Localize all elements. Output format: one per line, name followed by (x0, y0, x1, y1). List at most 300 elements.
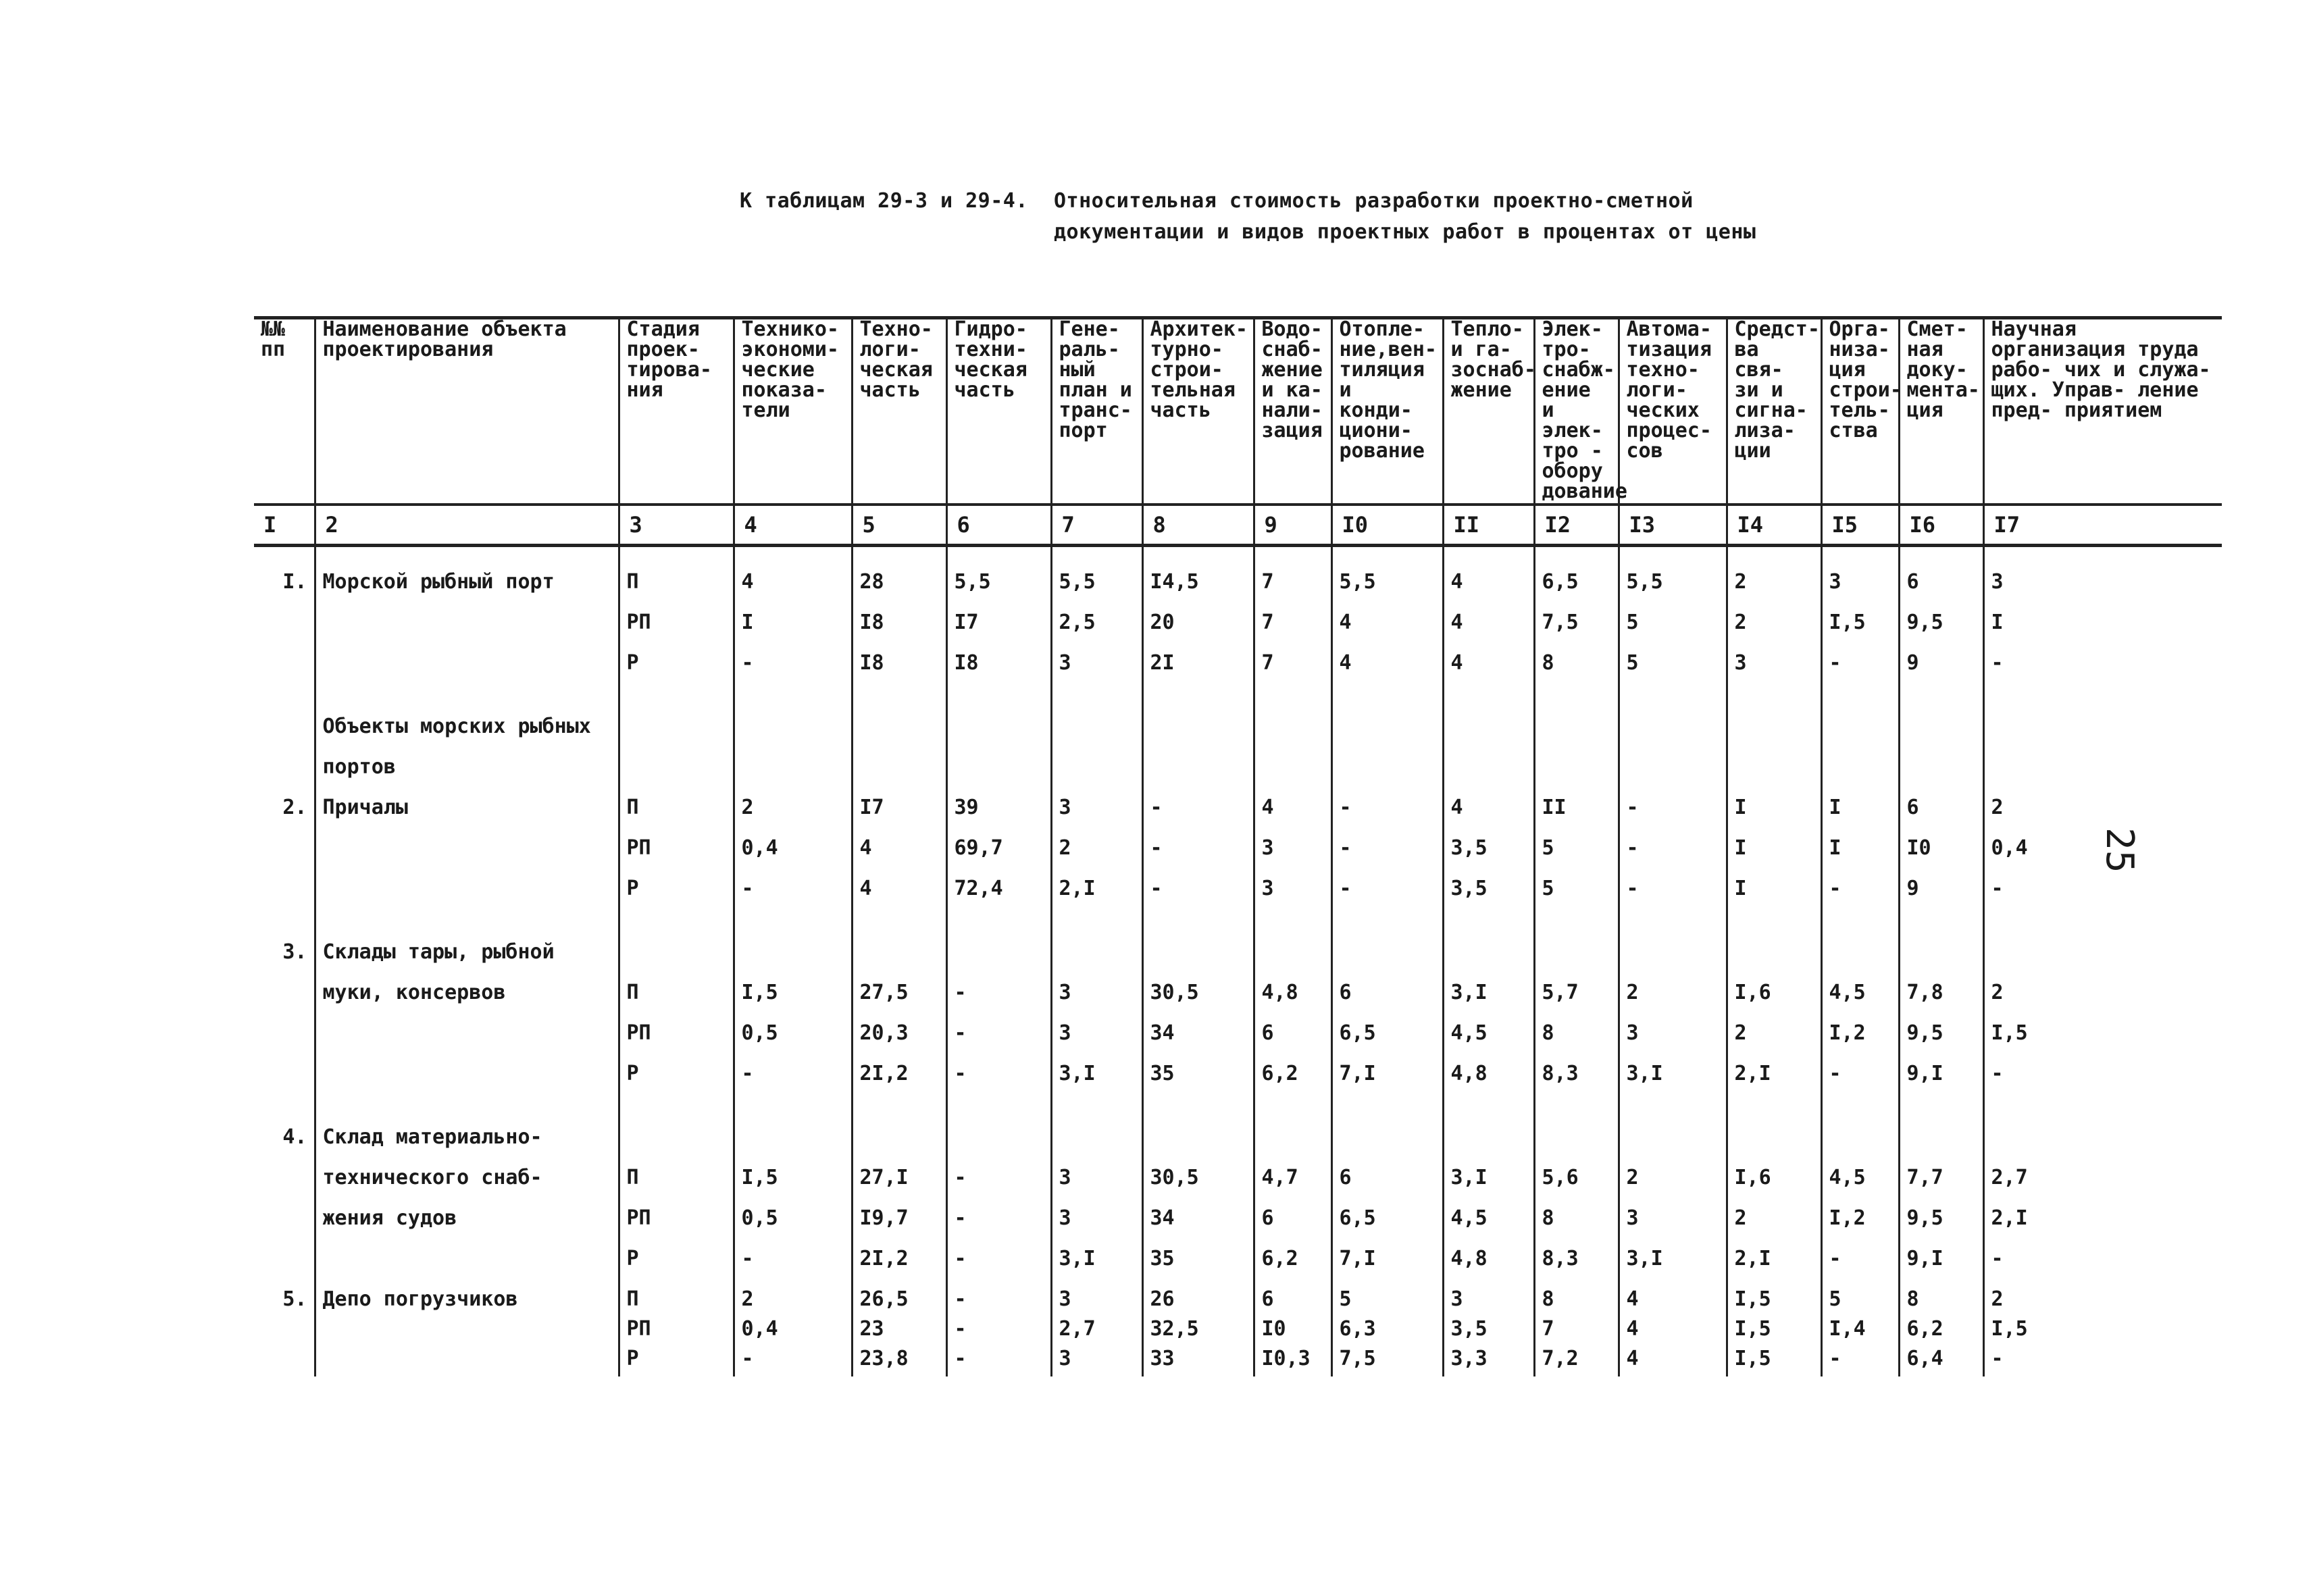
value-cell: 3 (1051, 1287, 1142, 1317)
row-number (254, 1021, 315, 1062)
value-cell: 2 (1619, 1166, 1727, 1206)
table-cell (1051, 692, 1142, 715)
table-cell (1821, 917, 1899, 940)
value-cell: Р (619, 1347, 734, 1376)
table-row (254, 692, 2222, 715)
value-cell: - (1991, 651, 2004, 675)
table-cell (734, 1125, 852, 1166)
row-number (254, 1062, 315, 1102)
column-number-8: 8 (1142, 505, 1254, 546)
value-cell: 3,5 (1443, 836, 1534, 877)
table-cell (1821, 692, 1899, 715)
row-number: 3. (254, 940, 315, 981)
value-cell: 2,I (1727, 1247, 1821, 1287)
value-cell: 2 (1727, 611, 1821, 651)
value-cell: 3 (1051, 796, 1142, 836)
table-row (254, 796, 2222, 836)
object-name (315, 611, 619, 651)
value-cell: 3 (1051, 651, 1142, 692)
value-cell: 5 (1534, 877, 1619, 917)
value-cell: - (1619, 836, 1727, 877)
value-cell: - (734, 877, 852, 917)
column-number-3: 3 (619, 505, 734, 546)
table-cell (946, 715, 1051, 755)
column-header-3: Стадия проек- тирова- ния (619, 318, 734, 505)
value-cell: 2I (1142, 651, 1254, 692)
value-cell: - (946, 1166, 1051, 1206)
table-cell (619, 1102, 734, 1125)
table-cell (1534, 546, 1619, 571)
table-cell (1331, 1125, 1443, 1166)
value-cell: 2 (1619, 981, 1727, 1021)
value-cell: РП (619, 1021, 734, 1062)
table-cell (1619, 1102, 1727, 1125)
value-cell: 9 (1899, 877, 1983, 917)
table-cell (1619, 715, 1727, 755)
value-cell: 32,5 (1142, 1317, 1254, 1347)
value-cell: I9,7 (852, 1206, 946, 1247)
column-header-4: Технико- экономи- ческие показа- тели (734, 318, 852, 505)
table-cell (1254, 940, 1331, 981)
column-header-15: Орга- низа- ция строи- тель- ства (1821, 318, 1899, 505)
table-cell (1443, 715, 1534, 755)
value-cell: Р (619, 651, 734, 692)
column-number-12: I2 (1534, 505, 1619, 546)
value-cell: 2 (1727, 1021, 1821, 1062)
table-row (254, 1102, 2222, 1125)
value-cell: 7 (1534, 1317, 1619, 1347)
value-cell: I,5 (734, 981, 852, 1021)
value-cell: I,5 (1991, 1317, 2028, 1341)
value-cell: I,5 (1821, 611, 1899, 651)
table-cell (1254, 715, 1331, 755)
table-cell (852, 715, 946, 755)
value-cell: 2,7 (1991, 1166, 2028, 1189)
value-cell: - (1619, 877, 1727, 917)
column-header-13: Автома- тизация техно- логи- ческих процес- сов (1619, 318, 1727, 505)
value-cell: - (1821, 1347, 1899, 1376)
value-cell: - (1821, 651, 1899, 692)
value-cell: 30,5 (1142, 1166, 1254, 1206)
table-cell (734, 692, 852, 715)
table-row (254, 836, 2222, 877)
value-cell: 20,3 (852, 1021, 946, 1062)
value-cell: 2,I (1991, 1206, 2028, 1230)
value-cell: 3 (1051, 981, 1142, 1021)
value-cell: I (1991, 611, 2004, 634)
table-cell (254, 1102, 315, 1125)
object-name: жения судов (315, 1206, 619, 1247)
table-row (254, 877, 2222, 917)
value-cell: 3 (1619, 1021, 1727, 1062)
value-cell: П (619, 796, 734, 836)
table-cell (1331, 546, 1443, 571)
table-cell (1821, 1125, 1899, 1166)
value-cell: I,5 (1727, 1317, 1821, 1347)
table-header (254, 318, 2222, 546)
table-cell (1254, 546, 1331, 571)
value-cell: 0,4 (734, 1317, 852, 1347)
object-name (315, 1062, 619, 1102)
table-row (254, 755, 2222, 796)
table-cell (1983, 715, 2222, 755)
value-cell: - (1331, 877, 1443, 917)
header-row (254, 318, 2222, 505)
value-cell: 7,5 (1534, 611, 1619, 651)
value-cell: I7 (946, 611, 1051, 651)
column-header-2: Наименование объекта проектирования (315, 318, 619, 505)
value-cell: 6 (1899, 796, 1983, 836)
value-cell: 20 (1142, 611, 1254, 651)
table-cell (1619, 546, 1727, 571)
value-cell: 2I,2 (852, 1247, 946, 1287)
table-cell (1899, 692, 1983, 715)
value-cell: - (1331, 796, 1443, 836)
value-cell: 5,7 (1534, 981, 1619, 1021)
value-cell: 2 (1727, 570, 1821, 611)
column-header-10: Отопле- ние,вен- тиляция и конди- циони- рование (1331, 318, 1443, 505)
object-name: Морской рыбный порт (315, 570, 619, 611)
table-cell (1619, 917, 1727, 940)
value-cell: 4,8 (1443, 1247, 1534, 1287)
value-cell: 4 (1443, 611, 1534, 651)
value-cell: I (1727, 877, 1821, 917)
value-cell: 6,5 (1534, 570, 1619, 611)
object-name: муки, консервов (315, 981, 619, 1021)
table-cell (1727, 917, 1821, 940)
value-cell: 23 (852, 1317, 946, 1347)
table-cell (1727, 715, 1821, 755)
table-cell (1331, 940, 1443, 981)
table-cell (1534, 917, 1619, 940)
table-row (254, 1062, 2222, 1102)
table-cell (315, 1102, 619, 1125)
column-number-7: 7 (1051, 505, 1142, 546)
value-cell: I,6 (1727, 1166, 1821, 1206)
value-cell: 2 (1051, 836, 1142, 877)
value-cell: 6,2 (1254, 1247, 1331, 1287)
cost-table (254, 316, 2222, 1376)
value-cell: I,2 (1821, 1206, 1899, 1247)
value-cell: - (946, 1062, 1051, 1102)
table-cell (1619, 692, 1727, 715)
value-cell: П (619, 981, 734, 1021)
value-cell: РП (619, 836, 734, 877)
value-cell: 26 (1142, 1287, 1254, 1317)
value-cell: - (946, 1287, 1051, 1317)
value-cell: I,6 (1727, 981, 1821, 1021)
table-cell (619, 546, 734, 571)
table-cell (946, 940, 1051, 981)
table-cell (254, 692, 315, 715)
value-cell: Р (619, 877, 734, 917)
value-cell: 2 (734, 796, 852, 836)
object-name: Депо погрузчиков (315, 1287, 619, 1317)
table-cell (1142, 755, 1254, 796)
value-cell: - (734, 1062, 852, 1102)
value-cell: I8 (852, 611, 946, 651)
table-cell (1534, 940, 1619, 981)
value-cell: I8 (852, 651, 946, 692)
value-cell: 5 (1619, 611, 1727, 651)
table-row (254, 1021, 2222, 1062)
value-cell: 7,I (1331, 1247, 1443, 1287)
value-cell: 3 (1821, 570, 1899, 611)
table-cell (1142, 546, 1254, 571)
table-cell (254, 917, 315, 940)
value-cell: - (1142, 836, 1254, 877)
column-header-16: Смет- ная доку- мента- ция (1899, 318, 1983, 505)
table-cell (1051, 715, 1142, 755)
row-number: I. (254, 570, 315, 611)
table-cell (734, 755, 852, 796)
table-row (254, 570, 2222, 611)
table-cell (946, 692, 1051, 715)
table-cell (1443, 917, 1534, 940)
value-cell: 2I,2 (852, 1062, 946, 1102)
value-cell: 4,8 (1254, 981, 1331, 1021)
table-row (254, 1166, 2222, 1206)
value-cell: I (1821, 836, 1899, 877)
table-cell (1443, 692, 1534, 715)
value-cell: 0,4 (1991, 836, 2028, 860)
value-cell: - (1821, 877, 1899, 917)
row-number (254, 981, 315, 1021)
object-name: Объекты морских рыбных (315, 715, 619, 755)
table-cell (1899, 546, 1983, 571)
table-cell (1727, 1102, 1821, 1125)
value-cell: 39 (946, 796, 1051, 836)
value-cell: 4,5 (1443, 1206, 1534, 1247)
table-row (254, 917, 2222, 940)
value-cell: 6 (1899, 570, 1983, 611)
value-cell: 28 (852, 570, 946, 611)
column-header-12: Элек- тро- снабж- ение и элек- тро - обору дование (1534, 318, 1619, 505)
value-cell: 9 (1899, 651, 1983, 692)
value-cell: I8 (946, 651, 1051, 692)
table-cell (1727, 546, 1821, 571)
column-number-14: I4 (1727, 505, 1821, 546)
table-cell (852, 755, 946, 796)
value-cell: 2 (734, 1287, 852, 1317)
value-cell: - (1142, 796, 1254, 836)
value-cell: 3,I (1619, 1247, 1727, 1287)
value-cell: 5,5 (946, 570, 1051, 611)
value-cell: 6 (1254, 1021, 1331, 1062)
value-cell: - (734, 651, 852, 692)
value-cell: 6,5 (1331, 1021, 1443, 1062)
value-cell: I (734, 611, 852, 651)
value-cell: I,5 (734, 1166, 852, 1206)
table-cell (1983, 1125, 2222, 1166)
row-number (254, 1347, 315, 1376)
table-cell (1331, 755, 1443, 796)
column-header-14: Средст- ва свя- зи и сигна- лиза- ции (1727, 318, 1821, 505)
value-cell: - (734, 1247, 852, 1287)
table-cell (852, 692, 946, 715)
table-cell (734, 1102, 852, 1125)
value-cell: 8 (1534, 1206, 1619, 1247)
value-cell: - (946, 1206, 1051, 1247)
object-name: Склады тары, рыбной (315, 940, 619, 981)
column-number-17: I7 (1983, 505, 2222, 546)
value-cell: 7,7 (1899, 1166, 1983, 1206)
value-cell: 33 (1142, 1347, 1254, 1376)
column-header-1: №№ пп (254, 318, 315, 505)
value-cell: I0 (1254, 1317, 1331, 1347)
value-cell: 5 (1331, 1287, 1443, 1317)
value-cell: 7 (1254, 611, 1331, 651)
value-cell: 3,I (1443, 981, 1534, 1021)
value-cell: 69,7 (946, 836, 1051, 877)
column-header-5: Техно- логи- ческая часть (852, 318, 946, 505)
table-cell (1443, 1102, 1534, 1125)
table-cell (946, 917, 1051, 940)
table-cell (1534, 1102, 1619, 1125)
table-row (254, 715, 2222, 755)
table-cell (1534, 1125, 1619, 1166)
table-cell (1443, 755, 1534, 796)
column-number-4: 4 (734, 505, 852, 546)
row-number: 2. (254, 796, 315, 836)
value-cell: 9,5 (1899, 1021, 1983, 1062)
column-number-6: 6 (946, 505, 1051, 546)
table-cell (254, 715, 315, 755)
value-cell: 3 (1051, 1206, 1142, 1247)
value-cell: 3 (1727, 651, 1821, 692)
table-cell (1899, 755, 1983, 796)
table-cell (1443, 1125, 1534, 1166)
table-row (254, 1287, 2222, 1317)
table-cell (1142, 1125, 1254, 1166)
table-cell (1821, 546, 1899, 571)
value-cell: 3 (1443, 1287, 1534, 1317)
table-cell (1983, 917, 2222, 940)
value-cell: 6,2 (1254, 1062, 1331, 1102)
table-cell (254, 755, 315, 796)
column-number-10: I0 (1331, 505, 1443, 546)
value-cell: - (946, 1347, 1051, 1376)
value-cell: 5 (1619, 651, 1727, 692)
value-cell: 7,I (1331, 1062, 1443, 1102)
value-cell: 6 (1331, 981, 1443, 1021)
table-cell (254, 546, 315, 571)
object-name: технического снаб- (315, 1166, 619, 1206)
table-cell (1051, 546, 1142, 571)
value-cell: - (946, 981, 1051, 1021)
value-cell: 3 (1254, 836, 1331, 877)
table-cell (1727, 692, 1821, 715)
value-cell: 3 (1619, 1206, 1727, 1247)
table-cell (946, 1102, 1051, 1125)
value-cell: 3 (1051, 1347, 1142, 1376)
value-cell: 4 (1443, 651, 1534, 692)
column-number-9: 9 (1254, 505, 1331, 546)
value-cell: 4,5 (1821, 1166, 1899, 1206)
value-cell: 9,5 (1899, 611, 1983, 651)
value-cell: РП (619, 1317, 734, 1347)
value-cell: П (619, 1287, 734, 1317)
table-row (254, 651, 2222, 692)
table-cell (1983, 940, 2222, 981)
column-header-9: Водо- снаб- жение и ка- нали- зация (1254, 318, 1331, 505)
table-cell (1142, 917, 1254, 940)
value-cell: 23,8 (852, 1347, 946, 1376)
value-cell: I0 (1899, 836, 1983, 877)
object-name (315, 1021, 619, 1062)
table-cell (1331, 1102, 1443, 1125)
value-cell: 7,8 (1899, 981, 1983, 1021)
table-cell (1331, 715, 1443, 755)
value-cell: I,5 (1727, 1347, 1821, 1376)
value-cell: 72,4 (946, 877, 1051, 917)
value-cell: 4,8 (1443, 1062, 1534, 1102)
object-name: портов (315, 755, 619, 796)
table-cell (1619, 1125, 1727, 1166)
value-cell: РП (619, 1206, 734, 1247)
row-number (254, 1247, 315, 1287)
value-cell: 7 (1254, 651, 1331, 692)
value-cell: 4 (734, 570, 852, 611)
value-cell: 4 (1331, 651, 1443, 692)
table-row (254, 940, 2222, 981)
value-cell: II (1534, 796, 1619, 836)
table-body (254, 546, 2222, 1377)
value-cell: 4,7 (1254, 1166, 1331, 1206)
table-cell (619, 940, 734, 981)
table-cell (1331, 917, 1443, 940)
value-cell: - (1991, 1247, 2004, 1270)
value-cell: 7 (1254, 570, 1331, 611)
value-cell: 3,5 (1443, 877, 1534, 917)
column-number-13: I3 (1619, 505, 1727, 546)
table-cell (734, 917, 852, 940)
caption-line-1: Относительная стоимость разработки проектно-сметной (1054, 189, 1694, 213)
table-cell (1983, 546, 2222, 571)
table-cell (946, 1125, 1051, 1166)
value-cell: - (946, 1317, 1051, 1347)
value-cell: 8 (1899, 1287, 1983, 1317)
column-header-11: Тепло- и га- зоснаб- жение (1443, 318, 1534, 505)
value-cell: 4 (1443, 570, 1534, 611)
value-cell: 3,I (1619, 1062, 1727, 1102)
object-name (315, 651, 619, 692)
column-number-row (254, 505, 2222, 546)
column-header-6: Гидро- техни- ческая часть (946, 318, 1051, 505)
table-cell (1443, 940, 1534, 981)
table-cell (1254, 755, 1331, 796)
row-number (254, 1166, 315, 1206)
table-cell (1051, 917, 1142, 940)
table-cell (619, 755, 734, 796)
value-cell: 4 (1619, 1317, 1727, 1347)
table-cell (1983, 692, 2222, 715)
column-header-8: Архитек- турно- строи- тельная часть (1142, 318, 1254, 505)
value-cell: 8,3 (1534, 1062, 1619, 1102)
table-row (254, 1247, 2222, 1287)
value-cell: 0,5 (734, 1206, 852, 1247)
value-cell: 2 (1991, 1287, 2004, 1311)
column-number-5: 5 (852, 505, 946, 546)
table-cell (1619, 940, 1727, 981)
row-number (254, 1317, 315, 1347)
value-cell: 3,I (1051, 1062, 1142, 1102)
value-cell: 2,7 (1051, 1317, 1142, 1347)
value-cell: - (1991, 1062, 2004, 1085)
value-cell: - (1821, 1062, 1899, 1102)
value-cell: 4 (1254, 796, 1331, 836)
table-cell (852, 940, 946, 981)
